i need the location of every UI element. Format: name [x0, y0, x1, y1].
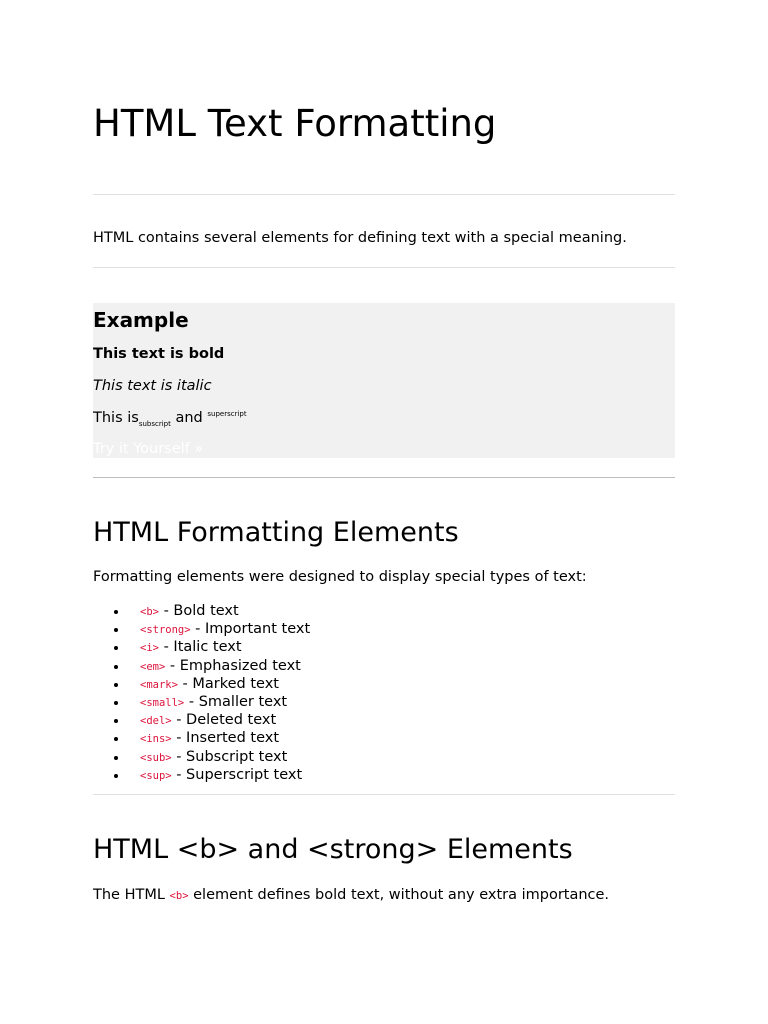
tag-description: - Marked text: [177, 675, 279, 692]
page-title: HTML Text Formatting: [93, 102, 497, 145]
example-box: [93, 303, 675, 458]
try-it-yourself-button[interactable]: Try it Yourself »: [93, 441, 204, 457]
tag-code: <sub>: [140, 751, 172, 764]
description-suffix: element defines bold text, without any extra importance.: [188, 887, 610, 903]
tag-code: <em>: [140, 660, 166, 673]
tag-code: <mark>: [140, 678, 178, 691]
b-element-description: [93, 887, 609, 903]
tag-description: - Smaller text: [184, 694, 288, 711]
italic-example-text: This text is italic: [93, 378, 212, 394]
and-text: and: [170, 410, 208, 426]
superscript-text: superscript: [207, 410, 247, 419]
tag-code: <b>: [140, 606, 159, 618]
list-item: [140, 767, 310, 785]
list-item: [140, 603, 310, 621]
divider: [93, 194, 675, 195]
tag-description: - Subscript text: [171, 748, 288, 765]
tag-code: <strong>: [140, 624, 191, 637]
formatting-intro: Formatting elements were designed to display special types of text:: [93, 569, 587, 585]
list-item: [140, 621, 310, 639]
formatting-elements-list: [93, 603, 310, 785]
description-prefix: The HTML: [93, 887, 170, 903]
b-tag-code: <b>: [169, 890, 189, 902]
divider: [93, 267, 675, 268]
tag-description: - Important text: [190, 621, 311, 638]
list-item: [140, 730, 310, 748]
formatting-elements-heading: HTML Formatting Elements: [93, 517, 459, 548]
b-strong-heading: HTML <b> and <strong> Elements: [93, 834, 573, 865]
tag-description: - Superscript text: [171, 766, 303, 783]
list-item: [140, 694, 310, 712]
subscript-prefix: This is: [93, 410, 139, 426]
divider: [93, 794, 675, 795]
tag-code: <del>: [140, 715, 172, 728]
example-heading: Example: [93, 308, 189, 332]
subscript-example-line: [93, 410, 247, 428]
tag-description: - Deleted text: [171, 712, 277, 729]
list-item: [140, 749, 310, 767]
tag-code: <ins>: [140, 733, 172, 746]
bold-example-text: This text is bold: [93, 346, 225, 362]
tag-description: - Inserted text: [171, 730, 279, 747]
tag-code: <i>: [140, 642, 159, 655]
tag-description: - Italic text: [158, 639, 242, 656]
divider: [93, 477, 675, 478]
subscript-text: subscript: [138, 419, 171, 428]
list-item: [140, 676, 310, 694]
intro-paragraph: HTML contains several elements for defining text with a special meaning.: [93, 230, 627, 246]
tag-description: - Emphasized text: [165, 657, 301, 674]
tag-description: - Bold text: [158, 603, 239, 619]
tag-code: <small>: [140, 697, 185, 710]
list-item: [140, 712, 310, 730]
tag-code: <sup>: [140, 769, 172, 782]
list-item: [140, 639, 310, 657]
list-item: [140, 658, 310, 676]
